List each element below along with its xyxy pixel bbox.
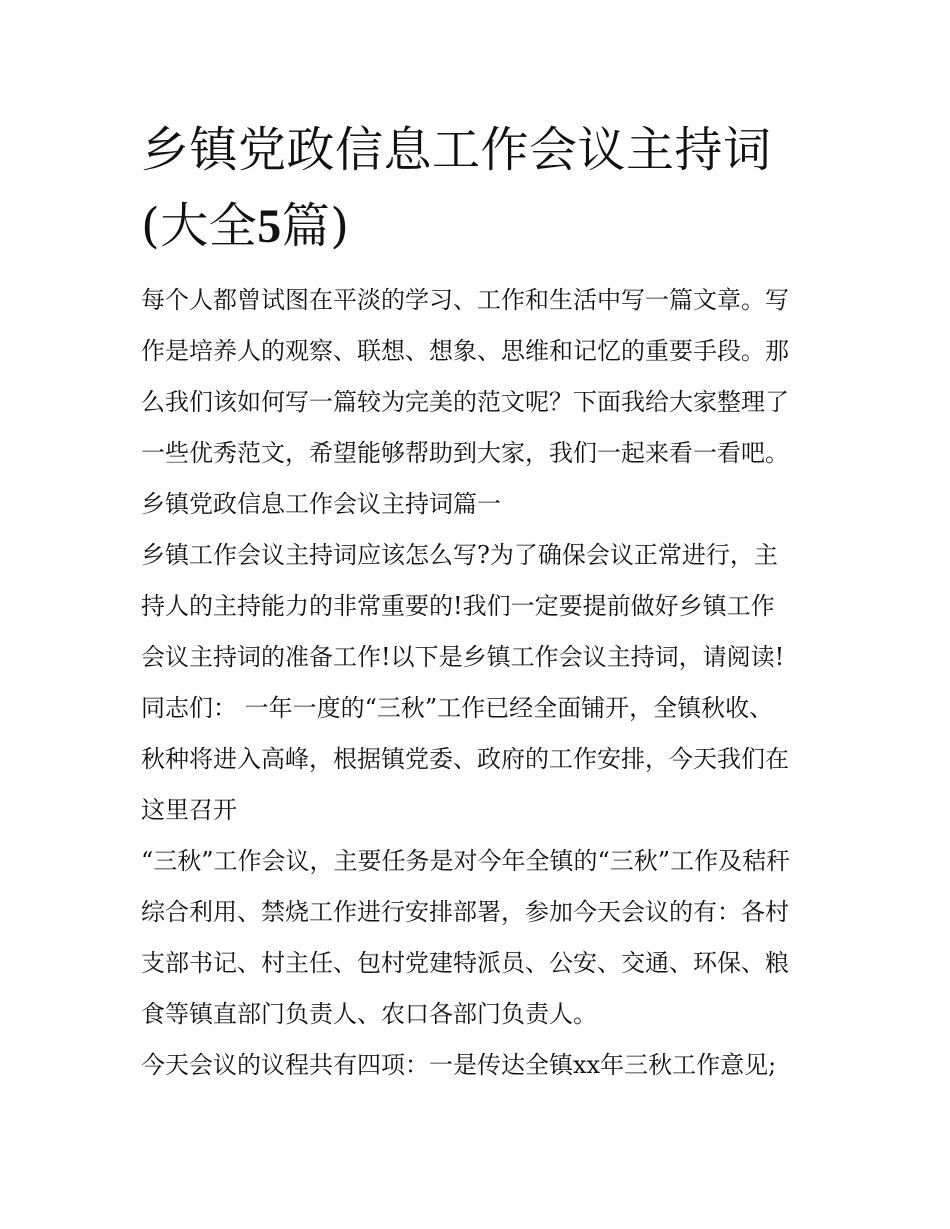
body-line: 食等镇直部门负责人、农口各部门负责人。 [141,1000,597,1028]
title-line-2 [141,188,821,265]
body-line: 作是培养人的观察、联想、想象、思维和记忆的重要手段。那 [141,337,789,365]
body-line: “三秋”工作会议，主要任务是对今年全镇的“三秋”工作及秸秆 [141,847,791,875]
body-line: 会议主持词的准备工作!以下是乡镇工作会议主持词，请阅读! [141,643,785,671]
body-line: 支部书记、村主任、包村党建特派员、公安、交通、环保、粮 [141,949,789,977]
document-content [141,112,821,1091]
body-line: 乡镇工作会议主持词应该怎么写?为了确保会议正常进行，主 [141,541,778,569]
body-line: 同志们： 一年一度的“三秋”工作已经全面铺开，全镇秋收、 [141,694,774,722]
body-line: 今天会议的议程共有四项：一是传达全镇xx年三秋工作意见; [141,1051,777,1079]
body-line: 每个人都曾试图在平淡的学习、工作和生活中写一篇文章。写 [141,286,789,314]
body-line: 持人的主持能力的非常重要的!我们一定要提前做好乡镇工作 [141,592,775,620]
title-number: 5 [257,200,282,253]
title-line-1: 乡镇党政信息工作会议主持词 [141,122,772,178]
body-line: 一些优秀范文，希望能够帮助到大家，我们一起来看一看吧。 [141,439,789,467]
body-line: 么我们该如何写一篇较为完美的范文呢？下面我给大家整理了 [141,388,789,416]
title-line-2-suffix: 篇) [281,198,350,254]
section-heading: 乡镇党政信息工作会议主持词篇一 [141,490,501,518]
title-line-2-prefix: (大全 [141,198,258,254]
document-title [141,112,821,265]
body-line: 这里召开 [141,796,237,824]
body-line: 综合利用、禁烧工作进行安排部署，参加今天会议的有：各村 [141,898,789,926]
body-line: 秋种将进入高峰，根据镇党委、政府的工作安排，今天我们在 [141,745,789,773]
document-body [141,275,821,1091]
